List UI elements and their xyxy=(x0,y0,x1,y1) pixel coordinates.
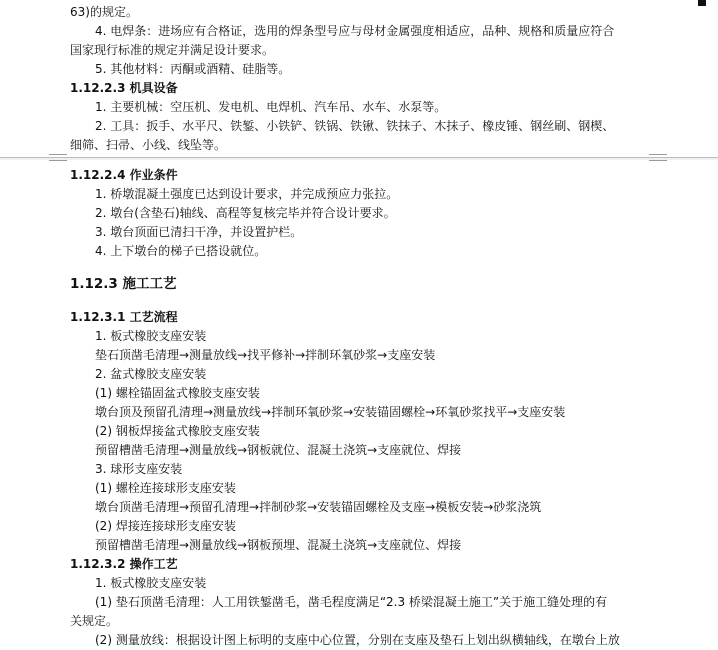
paragraph-line xyxy=(0,536,718,555)
line-text: (1) 垫石顶凿毛清理：人工用铁錾凿毛，凿毛程度满足“2.3 桥梁混凝土施工”关于施工缝处理的有 xyxy=(95,595,608,609)
line-text: 1.12.3.2 操作工艺 xyxy=(70,557,178,571)
line-text: 1.12.2.4 作业条件 xyxy=(70,168,178,182)
line-text: 1. 板式橡胶支座安装 xyxy=(95,576,207,590)
line-text: (1) 螺栓锚固盆式橡胶支座安装 xyxy=(95,386,260,400)
section-heading xyxy=(0,166,718,185)
page-margin-mark-right xyxy=(649,154,667,161)
line-text: 2. 工具：扳手、水平尺、铁錾、小铁铲、铁锅、铁锹、铁抹子、木抹子、橡皮锤、钢丝刷、钢楔、 xyxy=(95,119,615,133)
line-text: (1) 螺栓连接球形支座安装 xyxy=(95,481,236,495)
line-text: 4. 电焊条：进场应有合格证，选用的焊条型号应与母材金属强度相适应，品种、规格和质量应符合 xyxy=(95,24,615,38)
paragraph-line xyxy=(0,384,718,403)
section-heading xyxy=(0,555,718,574)
line-text: 3. 球形支座安装 xyxy=(95,462,183,476)
line-text: 3. 墩台顶面已清扫干净，并设置护栏。 xyxy=(95,225,303,239)
line-text: (2) 钢板焊接盆式橡胶支座安装 xyxy=(95,424,260,438)
paragraph-line xyxy=(0,327,718,346)
paragraph-line xyxy=(0,403,718,422)
line-text: 垫石顶凿毛清理→测量放线→找平修补→拌制环氧砂浆→支座安装 xyxy=(95,348,436,362)
line-text: 墩台顶及预留孔清理→测量放线→拌制环氧砂浆→安装锚固螺栓→环氧砂浆找平→支座安装 xyxy=(95,405,566,419)
line-text: 2. 墩台(含垫石)轴线、高程等复核完毕并符合设计要求。 xyxy=(95,206,396,220)
paragraph-line xyxy=(0,3,718,22)
line-text: 1.12.2.3 机具设备 xyxy=(70,81,178,95)
line-text: (2) 测量放线：根据设计图上标明的支座中心位置，分别在支座及垫石上划出纵横轴线，在墩台上放 xyxy=(95,633,620,647)
line-text: 1. 主要机械：空压机、发电机、电焊机、汽车吊、水车、水泵等。 xyxy=(95,100,447,114)
paragraph-line xyxy=(0,460,718,479)
paragraph-line xyxy=(0,479,718,498)
paragraph-line xyxy=(0,346,718,365)
paragraph-line xyxy=(0,498,718,517)
line-text: 63)的规定。 xyxy=(70,5,138,19)
line-text: 5. 其他材料：丙酮或酒精、硅脂等。 xyxy=(95,62,291,76)
line-text: 2. 盆式橡胶支座安装 xyxy=(95,367,207,381)
paragraph-line xyxy=(0,242,718,261)
line-text: (2) 焊接连接球形支座安装 xyxy=(95,519,236,533)
paragraph-line xyxy=(0,574,718,593)
paragraph-line xyxy=(0,223,718,242)
line-text: 1.12.3.1 工艺流程 xyxy=(70,310,178,324)
line-text: 4. 上下墩台的梯子已搭设就位。 xyxy=(95,244,267,258)
paragraph-line xyxy=(0,204,718,223)
paragraph-line xyxy=(0,441,718,460)
line-text: 国家现行标准的规定并满足设计要求。 xyxy=(70,43,275,57)
paragraph-line xyxy=(0,117,718,136)
page-margin-mark-left xyxy=(49,154,67,161)
line-text: 预留槽凿毛清理→测量放线→钢板就位、混凝土浇筑→支座就位、焊接 xyxy=(95,443,462,457)
paragraph-line xyxy=(0,593,718,612)
paragraph-line xyxy=(0,185,718,204)
paragraph-line xyxy=(0,136,718,155)
line-text: 1.12.3 施工工艺 xyxy=(70,276,177,292)
section-heading xyxy=(0,79,718,98)
line-text: 1. 桥墩混凝土强度已达到设计要求，并完成预应力张拉。 xyxy=(95,187,399,201)
section-heading xyxy=(0,275,718,294)
paragraph-line xyxy=(0,365,718,384)
line-text: 细筛、扫帚、小线、线坠等。 xyxy=(70,138,227,152)
paragraph-line xyxy=(0,98,718,117)
line-text: 预留槽凿毛清理→测量放线→钢板预埋、混凝土浇筑→支座就位、焊接 xyxy=(95,538,462,552)
paragraph-line xyxy=(0,422,718,441)
section-heading xyxy=(0,308,718,327)
paragraph-line xyxy=(0,22,718,41)
line-text: 关规定。 xyxy=(70,614,119,628)
paragraph-line xyxy=(0,631,718,650)
line-text: 墩台顶凿毛清理→预留孔清理→拌制砂浆→安装锚固螺栓及支座→模板安装→砂浆浇筑 xyxy=(95,500,542,514)
paragraph-line xyxy=(0,60,718,79)
paragraph-line xyxy=(0,41,718,60)
paragraph-line xyxy=(0,612,718,631)
paragraph-line xyxy=(0,517,718,536)
line-text: 1. 板式橡胶支座安装 xyxy=(95,329,207,343)
